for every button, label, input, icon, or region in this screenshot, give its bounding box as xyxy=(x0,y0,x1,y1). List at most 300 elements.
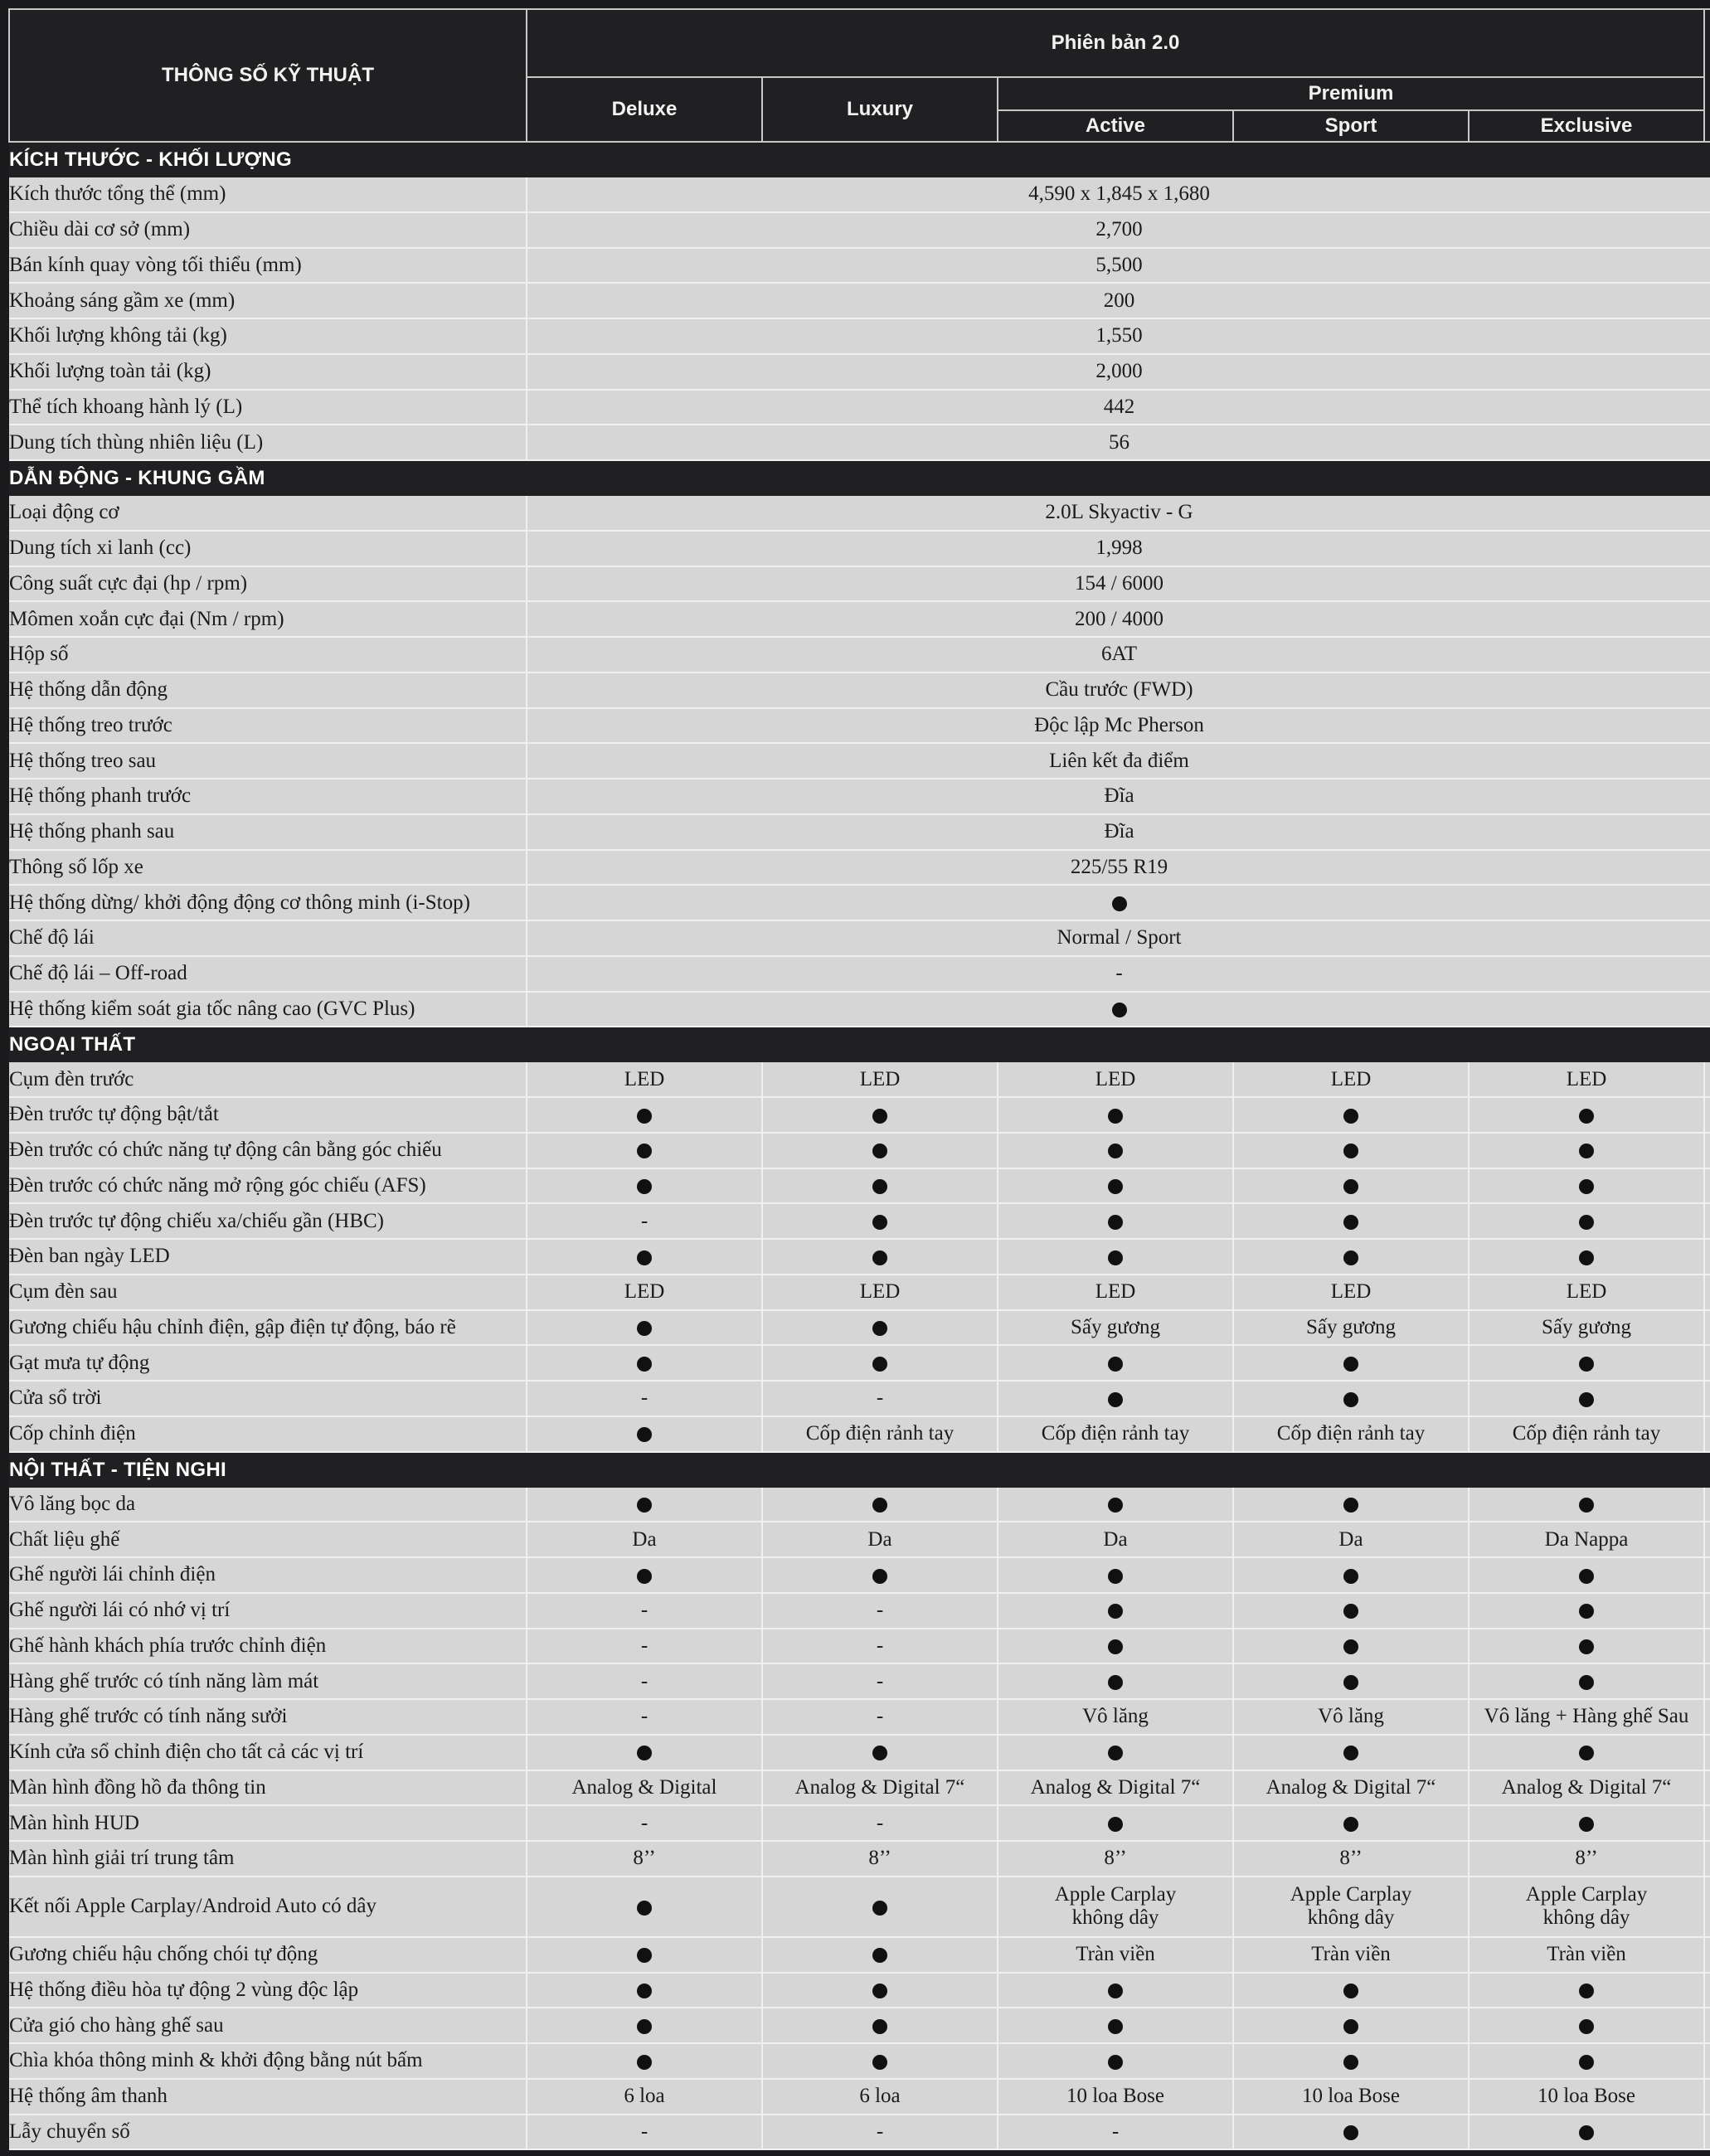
row-value: Da xyxy=(1233,1522,1469,1557)
row-label: Bán kính quay vòng tối thiểu (mm) xyxy=(9,248,527,284)
row-value: 2.0L Skyactiv - G xyxy=(527,496,1710,531)
row-value: Vô lăng + Hàng ghế Sau xyxy=(1469,1699,1704,1735)
row-value: - xyxy=(527,1203,762,1239)
filled-circle-icon xyxy=(872,1144,887,1158)
row-value: 5,500 xyxy=(527,248,1710,284)
filled-circle-icon xyxy=(1343,2125,1358,2140)
row-value: LED xyxy=(1233,1275,1469,1310)
table-row xyxy=(9,354,1710,390)
row-value xyxy=(527,1097,762,1133)
filled-circle-icon xyxy=(1579,1817,1594,1832)
row-label: Hệ thống âm thanh xyxy=(9,2079,527,2115)
spec-table xyxy=(8,8,1710,2150)
table-row xyxy=(9,1275,1710,1310)
filled-circle-icon xyxy=(637,1357,652,1372)
section-title: NGOẠI THẤT xyxy=(9,1027,1710,1062)
row-label: Kết nối Apple Carplay/Android Auto có dây xyxy=(9,1877,527,1937)
filled-circle-icon xyxy=(637,1179,652,1194)
table-row xyxy=(9,1133,1710,1168)
table-row xyxy=(9,1097,1710,1133)
row-value: - xyxy=(762,1629,998,1664)
row-edge xyxy=(1704,1841,1710,1877)
filled-circle-icon xyxy=(1108,2055,1123,2070)
row-value: 10 loa Bose xyxy=(1233,2079,1469,2115)
row-value: Vô lăng xyxy=(1233,1699,1469,1735)
row-value: Cầu trước (FWD) xyxy=(527,673,1710,708)
row-edge xyxy=(1704,1699,1710,1735)
filled-circle-icon xyxy=(872,1498,887,1513)
table-row xyxy=(9,779,1710,814)
row-value: 10 loa Bose xyxy=(998,2079,1233,2115)
row-value: Độc lập Mc Pherson xyxy=(527,708,1710,744)
filled-circle-icon xyxy=(637,1144,652,1158)
row-value: - xyxy=(762,1699,998,1735)
row-edge xyxy=(1704,1735,1710,1770)
table-row xyxy=(9,956,1710,992)
row-value xyxy=(527,1345,762,1381)
filled-circle-icon xyxy=(872,1215,887,1230)
row-value xyxy=(1233,1488,1469,1522)
filled-circle-icon xyxy=(872,1984,887,1998)
row-edge xyxy=(1704,1805,1710,1841)
row-value: Vô lăng xyxy=(998,1699,1233,1735)
filled-circle-icon xyxy=(872,1948,887,1963)
filled-circle-icon xyxy=(1579,1604,1594,1619)
row-value xyxy=(1233,1735,1469,1770)
row-label: Chế độ lái xyxy=(9,920,527,956)
filled-circle-icon xyxy=(1579,1144,1594,1158)
table-row xyxy=(9,2115,1710,2150)
row-label: Đèn trước có chức năng mở rộng góc chiếu (AFS) xyxy=(9,1168,527,1204)
row-value xyxy=(762,1239,998,1275)
row-label: Lẫy chuyển số xyxy=(9,2115,527,2150)
table-row xyxy=(9,1805,1710,1841)
section-header xyxy=(9,460,1710,496)
row-edge xyxy=(1704,1062,1710,1097)
row-value: Analog & Digital 7“ xyxy=(998,1770,1233,1806)
row-value xyxy=(762,2008,998,2043)
row-value: - xyxy=(762,1663,998,1699)
row-edge xyxy=(1704,1168,1710,1204)
row-label: Cửa sổ trời xyxy=(9,1381,527,1416)
row-label: Cụm đèn sau xyxy=(9,1275,527,1310)
row-value: 2,700 xyxy=(527,212,1710,248)
section-header xyxy=(9,1027,1710,1062)
row-value xyxy=(527,1310,762,1346)
table-row xyxy=(9,496,1710,531)
row-value: Apple Carplay không dây xyxy=(1469,1877,1704,1937)
row-edge xyxy=(1704,1275,1710,1310)
row-value xyxy=(527,1973,762,2008)
filled-circle-icon xyxy=(1579,1179,1594,1194)
exclusive-header: Exclusive xyxy=(1469,110,1704,142)
filled-circle-icon xyxy=(1579,2125,1594,2140)
row-label: Đèn trước tự động bật/tắt xyxy=(9,1097,527,1133)
table-row xyxy=(9,814,1710,850)
filled-circle-icon xyxy=(1108,1569,1123,1584)
row-value xyxy=(998,1345,1233,1381)
row-label: Đèn ban ngày LED xyxy=(9,1239,527,1275)
row-value xyxy=(762,1345,998,1381)
filled-circle-icon xyxy=(1108,1639,1123,1654)
filled-circle-icon xyxy=(1108,1144,1123,1158)
filled-circle-icon xyxy=(637,1569,652,1584)
row-value: Cốp điện rảnh tay xyxy=(1233,1416,1469,1452)
row-edge xyxy=(1704,1416,1710,1452)
row-value: - xyxy=(762,2115,998,2150)
table-row xyxy=(9,177,1710,212)
luxury-header: Luxury xyxy=(762,77,998,142)
row-value xyxy=(762,1557,998,1593)
row-value xyxy=(762,1097,998,1133)
row-value: - xyxy=(998,2115,1233,2150)
row-value: 154 / 6000 xyxy=(527,566,1710,602)
row-value: - xyxy=(527,956,1710,992)
row-value xyxy=(1469,1168,1704,1204)
filled-circle-icon xyxy=(637,1109,652,1124)
row-value: LED xyxy=(998,1062,1233,1097)
filled-circle-icon xyxy=(1579,1675,1594,1690)
row-label: Cửa gió cho hàng ghế sau xyxy=(9,2008,527,2043)
filled-circle-icon xyxy=(872,2055,887,2070)
table-row xyxy=(9,601,1710,637)
filled-circle-icon xyxy=(1108,1604,1123,1619)
row-label: Vô lăng bọc da xyxy=(9,1488,527,1522)
filled-circle-icon xyxy=(1343,1817,1358,1832)
section-title: NỘI THẤT - TIỆN NGHI xyxy=(9,1452,1710,1488)
table-row xyxy=(9,850,1710,886)
table-row xyxy=(9,743,1710,779)
table-row xyxy=(9,1629,1710,1664)
section-title: DẪN ĐỘNG - KHUNG GẦM xyxy=(9,460,1710,496)
row-edge xyxy=(1704,1239,1710,1275)
row-value xyxy=(1233,2008,1469,2043)
row-edge xyxy=(1704,1345,1710,1381)
row-label: Công suất cực đại (hp / rpm) xyxy=(9,566,527,602)
row-value: Đĩa xyxy=(527,814,1710,850)
row-value: 1,550 xyxy=(527,318,1710,354)
row-value xyxy=(998,1735,1233,1770)
filled-circle-icon xyxy=(872,1357,887,1372)
filled-circle-icon xyxy=(1108,2019,1123,2034)
row-label: Hệ thống phanh sau xyxy=(9,814,527,850)
row-value xyxy=(1469,1203,1704,1239)
row-value xyxy=(1469,2043,1704,2079)
row-value: Tràn viền xyxy=(1233,1937,1469,1973)
filled-circle-icon xyxy=(637,1250,652,1265)
table-row xyxy=(9,920,1710,956)
filled-circle-icon xyxy=(1343,1746,1358,1760)
row-edge xyxy=(1704,1097,1710,1133)
row-value xyxy=(998,1593,1233,1629)
row-edge xyxy=(1704,1770,1710,1806)
row-value xyxy=(762,2043,998,2079)
row-label: Gương chiếu hậu chỉnh điện, gập điện tự động, báo rẽ xyxy=(9,1310,527,1346)
row-value xyxy=(527,1877,762,1937)
row-value xyxy=(1233,1168,1469,1204)
row-label: Cụm đèn trước xyxy=(9,1062,527,1097)
row-value xyxy=(1233,1097,1469,1133)
row-edge xyxy=(1704,1522,1710,1557)
row-value xyxy=(1233,1381,1469,1416)
row-label: Hàng ghế trước có tính năng sưởi xyxy=(9,1699,527,1735)
row-value xyxy=(998,1381,1233,1416)
table-row xyxy=(9,708,1710,744)
row-value: LED xyxy=(527,1275,762,1310)
row-value xyxy=(1233,2043,1469,2079)
table-row xyxy=(9,1663,1710,1699)
row-value: Sấy gương xyxy=(998,1310,1233,1346)
row-value xyxy=(527,1937,762,1973)
row-value xyxy=(527,1488,762,1522)
filled-circle-icon xyxy=(637,1427,652,1442)
filled-circle-icon xyxy=(1579,2019,1594,2034)
row-value: Normal / Sport xyxy=(527,920,1710,956)
filled-circle-icon xyxy=(1108,1215,1123,1230)
filled-circle-icon xyxy=(1579,2055,1594,2070)
row-value: 442 xyxy=(527,390,1710,425)
table-row xyxy=(9,992,1710,1027)
filled-circle-icon xyxy=(872,1746,887,1760)
filled-circle-icon xyxy=(1108,1746,1123,1760)
row-value: - xyxy=(527,1805,762,1841)
row-value xyxy=(762,1203,998,1239)
row-value xyxy=(1233,1557,1469,1593)
row-label: Hàng ghế trước có tính năng làm mát xyxy=(9,1663,527,1699)
table-row xyxy=(9,1973,1710,2008)
row-value: 8’’ xyxy=(762,1841,998,1877)
row-value xyxy=(1469,1593,1704,1629)
table-row xyxy=(9,1522,1710,1557)
filled-circle-icon xyxy=(1112,1003,1127,1017)
filled-circle-icon xyxy=(1343,1498,1358,1513)
row-edge xyxy=(1704,1310,1710,1346)
row-value xyxy=(998,1097,1233,1133)
row-value xyxy=(1469,2115,1704,2150)
row-label: Chất liệu ghế xyxy=(9,1522,527,1557)
spec-label-header: THÔNG SỐ KỸ THUẬT xyxy=(9,9,527,142)
row-value xyxy=(1233,1973,1469,2008)
row-value xyxy=(1469,1133,1704,1168)
row-label: Hệ thống kiểm soát gia tốc nâng cao (GVC Plus) xyxy=(9,992,527,1027)
row-value xyxy=(527,1239,762,1275)
row-value: Sấy gương xyxy=(1233,1310,1469,1346)
row-value xyxy=(998,1133,1233,1168)
row-value: 8’’ xyxy=(998,1841,1233,1877)
table-row xyxy=(9,1062,1710,1097)
row-label: Chìa khóa thông minh & khởi động bằng nút bấm xyxy=(9,2043,527,2079)
row-label: Loại động cơ xyxy=(9,496,527,531)
row-value: LED xyxy=(1233,1062,1469,1097)
row-label: Gạt mưa tự động xyxy=(9,1345,527,1381)
table-row xyxy=(9,637,1710,673)
section-header xyxy=(9,142,1710,177)
row-value: Cốp điện rảnh tay xyxy=(762,1416,998,1452)
filled-circle-icon xyxy=(1108,1675,1123,1690)
sport-header: Sport xyxy=(1233,110,1469,142)
row-value: LED xyxy=(1469,1062,1704,1097)
row-value xyxy=(762,1973,998,2008)
filled-circle-icon xyxy=(1343,1179,1358,1194)
filled-circle-icon xyxy=(1579,1746,1594,1760)
filled-circle-icon xyxy=(637,1746,652,1760)
row-value xyxy=(998,1239,1233,1275)
row-value: - xyxy=(527,1629,762,1664)
table-row xyxy=(9,1488,1710,1522)
filled-circle-icon xyxy=(1579,1498,1594,1513)
filled-circle-icon xyxy=(1343,1392,1358,1407)
header-edge xyxy=(1704,9,1710,142)
row-value: Da xyxy=(762,1522,998,1557)
row-label: Khối lượng không tải (kg) xyxy=(9,318,527,354)
row-value: LED xyxy=(762,1275,998,1310)
row-label: Ghế hành khách phía trước chỉnh điện xyxy=(9,1629,527,1664)
row-value: LED xyxy=(1469,1275,1704,1310)
row-value: Đĩa xyxy=(527,779,1710,814)
row-label: Đèn trước tự động chiếu xa/chiếu gần (HBC) xyxy=(9,1203,527,1239)
row-label: Kích thước tổng thể (mm) xyxy=(9,177,527,212)
filled-circle-icon xyxy=(1343,1984,1358,1998)
row-value: Tràn viền xyxy=(998,1937,1233,1973)
filled-circle-icon xyxy=(637,1901,652,1916)
row-value xyxy=(1469,1345,1704,1381)
row-value: 1,998 xyxy=(527,531,1710,566)
row-label: Cốp chỉnh điện xyxy=(9,1416,527,1452)
filled-circle-icon xyxy=(1343,1109,1358,1124)
row-label: Hệ thống treo sau xyxy=(9,743,527,779)
table-row xyxy=(9,1770,1710,1806)
table-row xyxy=(9,1557,1710,1593)
row-value: Analog & Digital 7“ xyxy=(1233,1770,1469,1806)
row-value: Analog & Digital 7“ xyxy=(762,1770,998,1806)
row-value xyxy=(1469,2008,1704,2043)
row-label: Thông số lốp xe xyxy=(9,850,527,886)
row-edge xyxy=(1704,1877,1710,1937)
row-value: 56 xyxy=(527,425,1710,460)
row-value: 4,590 x 1,845 x 1,680 xyxy=(527,177,1710,212)
table-row xyxy=(9,885,1710,920)
table-row xyxy=(9,2008,1710,2043)
row-label: Hệ thống dẫn động xyxy=(9,673,527,708)
row-value xyxy=(1233,1663,1469,1699)
row-value xyxy=(1469,1488,1704,1522)
filled-circle-icon xyxy=(1343,1357,1358,1372)
row-value xyxy=(998,1629,1233,1664)
table-row xyxy=(9,531,1710,566)
filled-circle-icon xyxy=(1579,1569,1594,1584)
row-edge xyxy=(1704,2008,1710,2043)
row-edge xyxy=(1704,1973,1710,2008)
filled-circle-icon xyxy=(872,1321,887,1336)
filled-circle-icon xyxy=(872,1901,887,1916)
filled-circle-icon xyxy=(1108,1984,1123,1998)
row-value: - xyxy=(527,1381,762,1416)
row-value: 225/55 R19 xyxy=(527,850,1710,886)
row-value xyxy=(527,885,1710,920)
row-value xyxy=(1233,2115,1469,2150)
filled-circle-icon xyxy=(1112,896,1127,911)
filled-circle-icon xyxy=(872,1179,887,1194)
premium-header: Premium xyxy=(998,77,1704,110)
row-label: Hệ thống điều hòa tự động 2 vùng độc lập xyxy=(9,1973,527,2008)
row-edge xyxy=(1704,2115,1710,2150)
row-value xyxy=(998,2008,1233,2043)
filled-circle-icon xyxy=(1579,1639,1594,1654)
row-label: Hệ thống treo trước xyxy=(9,708,527,744)
row-value: LED xyxy=(762,1062,998,1097)
active-header: Active xyxy=(998,110,1233,142)
row-value xyxy=(998,1168,1233,1204)
row-value: 8’’ xyxy=(1233,1841,1469,1877)
row-edge xyxy=(1704,1488,1710,1522)
filled-circle-icon xyxy=(1108,1392,1123,1407)
section-title: KÍCH THƯỚC - KHỐI LƯỢNG xyxy=(9,142,1710,177)
table-row xyxy=(9,1310,1710,1346)
row-value: - xyxy=(762,1381,998,1416)
table-row xyxy=(9,318,1710,354)
row-value xyxy=(1469,1735,1704,1770)
filled-circle-icon xyxy=(1343,1250,1358,1265)
row-value xyxy=(998,2043,1233,2079)
row-value xyxy=(1233,1239,1469,1275)
spec-body xyxy=(9,142,1710,2149)
row-label: Đèn trước có chức năng tự động cân bằng góc chiếu xyxy=(9,1133,527,1168)
row-label: Khoảng sáng gầm xe (mm) xyxy=(9,283,527,318)
filled-circle-icon xyxy=(872,1250,887,1265)
row-value xyxy=(1469,1629,1704,1664)
filled-circle-icon xyxy=(1108,1498,1123,1513)
row-value: 200 xyxy=(527,283,1710,318)
row-edge xyxy=(1704,1557,1710,1593)
row-label: Chiều dài cơ sở (mm) xyxy=(9,212,527,248)
row-value: Cốp điện rảnh tay xyxy=(1469,1416,1704,1452)
row-value: 6 loa xyxy=(527,2079,762,2115)
row-value: Cốp điện rảnh tay xyxy=(998,1416,1233,1452)
row-value xyxy=(998,1973,1233,2008)
row-label: Gương chiếu hậu chống chói tự động xyxy=(9,1937,527,1973)
row-value xyxy=(1233,1805,1469,1841)
table-row xyxy=(9,1937,1710,1973)
row-label: Dung tích thùng nhiên liệu (L) xyxy=(9,425,527,460)
table-row xyxy=(9,1416,1710,1452)
row-edge xyxy=(1704,1629,1710,1664)
row-label: Khối lượng toàn tải (kg) xyxy=(9,354,527,390)
row-edge xyxy=(1704,1593,1710,1629)
filled-circle-icon xyxy=(637,2019,652,2034)
row-label: Ghế người lái chỉnh điện xyxy=(9,1557,527,1593)
row-value: 200 / 4000 xyxy=(527,601,1710,637)
row-edge xyxy=(1704,1937,1710,1973)
row-value: - xyxy=(527,1663,762,1699)
row-value: - xyxy=(527,1593,762,1629)
row-value: 8’’ xyxy=(527,1841,762,1877)
filled-circle-icon xyxy=(637,1321,652,1336)
row-value xyxy=(527,1735,762,1770)
filled-circle-icon xyxy=(1343,1215,1358,1230)
row-value: - xyxy=(762,1593,998,1629)
row-value xyxy=(1469,1805,1704,1841)
filled-circle-icon xyxy=(1108,1179,1123,1194)
table-row xyxy=(9,1345,1710,1381)
filled-circle-icon xyxy=(1579,1250,1594,1265)
row-value: - xyxy=(527,2115,762,2150)
row-value xyxy=(762,1133,998,1168)
table-row xyxy=(9,248,1710,284)
row-value xyxy=(762,1488,998,1522)
filled-circle-icon xyxy=(872,1109,887,1124)
row-value xyxy=(1233,1203,1469,1239)
row-value xyxy=(527,1168,762,1204)
